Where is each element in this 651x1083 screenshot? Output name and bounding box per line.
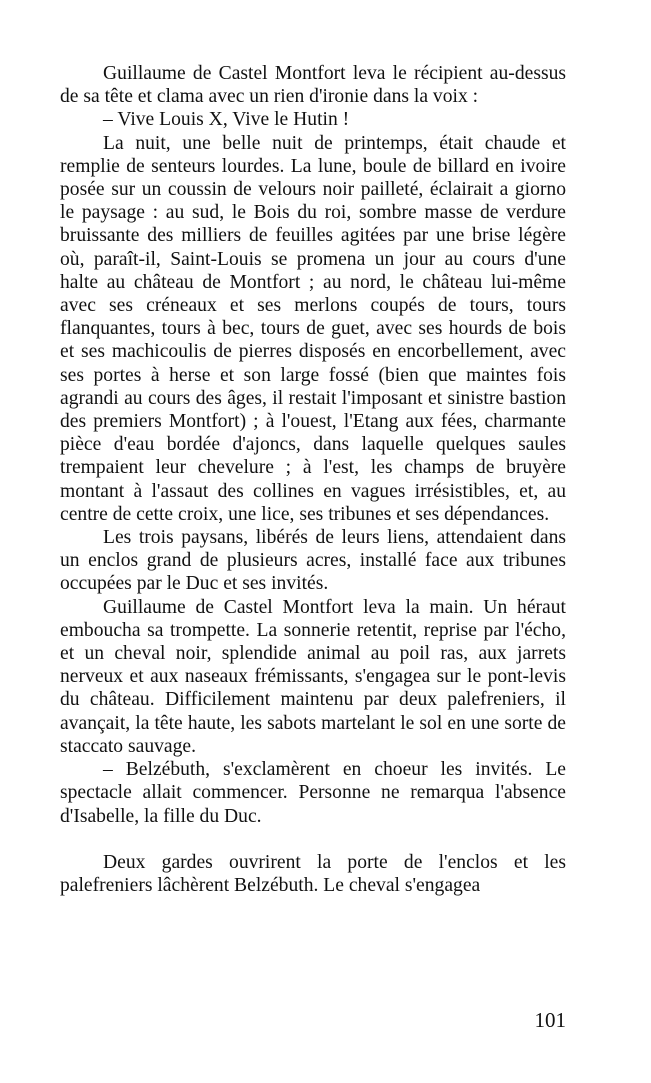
paragraph-2: – Vive Louis X, Vive le Hutin ! [103,109,350,131]
paragraph-5: Guillaume de Castel Montfort leva la main. Un héraut emboucha sa trompette. La sonnerie retentit, reprise par l'écho, et un cheval noir, splendide animal au poil ras, aux jarrets nerveux et aux naseaux frémissants, s'engagea sur le pont-levis du château. Difficilement maintenu par deux palefreniers, il avançait, la tête haute, les sabots martelant le sol en une sorte de staccato sauvage. [60,596,566,757]
paragraph-3: La nuit, une belle nuit de printemps, était chaude et remplie de senteurs lourdes. La lune, boule de billard en ivoire posée sur un coussin de velours noir pailleté, éclairait a giorno le paysage : au sud, le Bois du roi, sombre masse de verdure bruissante des milliers de feuilles agitées par une brise légère où, paraît-il, Saint-Louis se promena un jour au cours d'une halte au château de Montfort ; au nord, le château lui-même avec ses créneaux et ses merlons coupés de tours, tours flanquantes, tours à bec, tours de guet, avec ses hourds de bois et ses machicoulis de pierres disposés en encorbellement, avec ses portes à herse et son large fossé (bien que maintes fois agrandi au cours des âges, il restait l'imposant et sinistre bastion des premiers Montfort) ; à l'ouest, l'Etang aux fées, charmante pièce d'eau bordée d'ajoncs, dans laquelle quelques saules trempaient leur chevelure ; à l'est, les champs de bruyère montant à l'assaut des collines en vagues irrésistibles, et, au centre de cette croix, une lice, ses tribunes et ses dépendances. [60,132,566,525]
section-break [60,828,566,851]
page-number: 101 [534,1008,566,1032]
paragraph-6: – Belzébuth, s'exclamèrent en choeur les invités. Le spectacle allait commencer. Personne ne remarqua l'absence d'Isabelle, la fille du Duc. [60,759,566,827]
paragraph-1: Guillaume de Castel Montfort leva le récipient au-dessus de sa tête et clama avec un rien d'ironie dans la voix : [60,63,566,108]
paragraph-4: Les trois paysans, libérés de leurs liens, attendaient dans un enclos grand de plusieurs acres, installé face aux tribunes occupées par le Duc et ses invités. [60,527,566,595]
paragraph-7: Deux gardes ouvrirent la porte de l'enclos et les palefreniers lâchèrent Belzébuth. Le cheval s'engagea [60,851,566,897]
page-text [60,62,566,897]
